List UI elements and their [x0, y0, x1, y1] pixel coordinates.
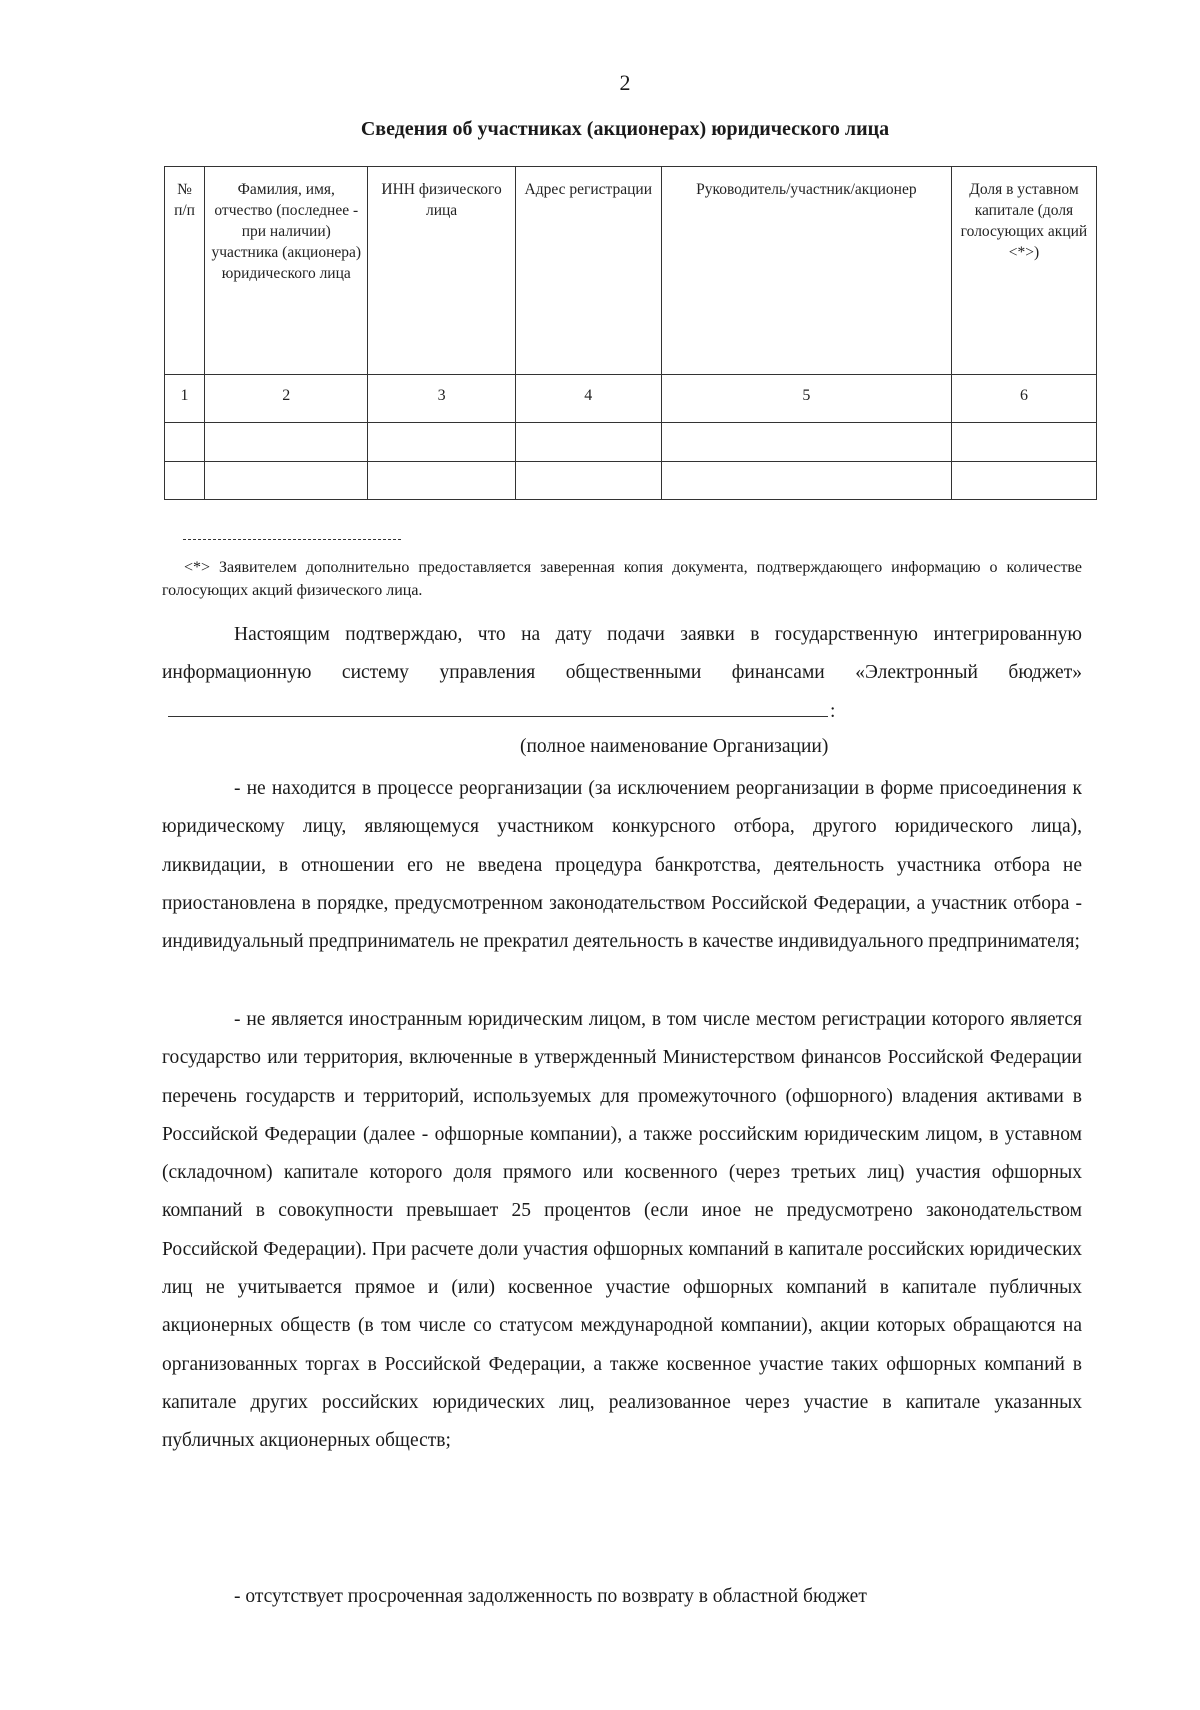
footnote: <*> Заявителем дополнительно предоставляется заверенная копия документа, подтверждающего информацию о количестве голосующих акций физического лица.	[162, 559, 1082, 599]
table-cell	[368, 461, 515, 499]
table-cell	[205, 423, 368, 461]
table-row	[165, 423, 1097, 461]
header-cell-full-name: Фамилия, имя, отчество (последнее - при наличии) участника (акционера) юридического лица	[205, 167, 368, 375]
footnote-separator	[183, 539, 401, 540]
table-cell	[165, 423, 205, 461]
condition-offshore-paragraph: - не является иностранным юридическим лицом, в том числе местом регистрации которого является государство или территория, включенные в утвержденный Министерством финансов Российской Федерации перечень государств и территорий, используемых для промежуточного (офшорного) владения активами в Российской Федерации (далее - офшорные компании), а также российским юридическим лицом, в уставном (складочном) капитале которого доля прямого или косвенного (через третьих лиц) участия офшорных компаний в совокупности превышает 25 процентов (если иное не предусмотрено законодательством Российской Федерации). При расчете доли участия офшорных компаний в капитале российских юридических лиц не учитывается прямое и (или) косвенное участие офшорных компаний в капитале публичных акционерных обществ (в том числе со статусом международной компании), акции которых обращаются на организованных торгах в Российской Федерации, а также косвенное участие таких офшорных компаний в капитале других российских юридических лиц, реализованное через участие в капитале указанных публичных акционерных обществ;	[162, 1009, 1082, 1452]
column-number-cell: 3	[368, 375, 515, 423]
table-cell	[515, 461, 661, 499]
column-number-cell: 4	[515, 375, 661, 423]
table-cell	[951, 423, 1096, 461]
participants-table	[164, 166, 1097, 500]
table-cell	[951, 461, 1096, 499]
table-column-numbers-row	[165, 375, 1097, 423]
header-cell-share: Доля в уставном капитале (доля голосующих акций <*>)	[951, 167, 1096, 375]
confirmation-colon: :	[830, 700, 836, 722]
table-cell	[368, 423, 515, 461]
table-cell	[205, 461, 368, 499]
condition-debt-paragraph: - отсутствует просроченная задолженность по возврату в областной бюджет	[234, 1586, 867, 1607]
document-title: Сведения об участниках (акционерах) юридического лица	[360, 118, 890, 140]
column-number-cell: 1	[165, 375, 205, 423]
column-number-cell: 2	[205, 375, 368, 423]
confirmation-text: Настоящим подтверждаю, что на дату подачи заявки в государственную интегрированную информационную систему управления общественными финансами «Электронный бюджет»	[162, 624, 1082, 684]
confirmation-paragraph	[162, 616, 1082, 731]
organization-name-blank-line	[168, 698, 828, 717]
table-row	[165, 461, 1097, 499]
header-cell-role: Руководитель/участник/акционер	[661, 167, 951, 375]
page-number: 2	[619, 70, 631, 95]
header-cell-number: № п/п	[165, 167, 205, 375]
column-number-cell: 5	[661, 375, 951, 423]
organization-name-caption: (полное наименование Организации)	[520, 736, 829, 757]
table-cell	[661, 461, 951, 499]
condition-reorganization-paragraph: - не находится в процессе реорганизации (за исключением реорганизации в форме присоединения к юридическому лицу, являющемуся участником конкурсного отбора, другого юридического лица), ликвидации, в отношении его не введена процедура банкротства, деятельность участника отбора не приостановлена в порядке, предусмотренном законодательством Российской Федерации, а участник отбора - индивидуальный предприниматель не прекратил деятельность в качестве индивидуального предпринимателя;	[162, 778, 1082, 953]
header-cell-address: Адрес регистрации	[515, 167, 661, 375]
table-cell	[661, 423, 951, 461]
column-number-cell: 6	[951, 375, 1096, 423]
table-cell	[515, 423, 661, 461]
table-header-row	[165, 167, 1097, 375]
table-cell	[165, 461, 205, 499]
header-cell-inn: ИНН физического лица	[368, 167, 515, 375]
